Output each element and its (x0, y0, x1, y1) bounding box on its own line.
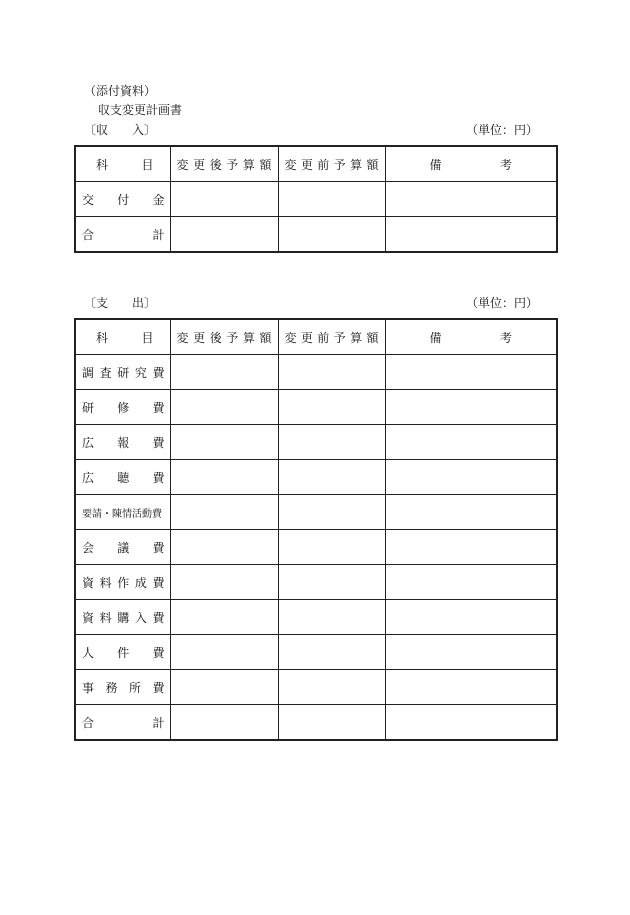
subject-cell (75, 355, 170, 390)
char: 変 (284, 157, 297, 172)
total-row (75, 705, 557, 741)
total-label-cell (75, 217, 170, 253)
remarks-cell[interactable] (385, 705, 557, 741)
income-table (74, 145, 558, 253)
subject-cell (75, 565, 170, 600)
char: 予 (333, 330, 346, 345)
attachment-note: （添付資料） (84, 84, 157, 98)
before-change-amount-cell[interactable] (278, 565, 385, 600)
subject-cell (75, 182, 170, 217)
char: 作 (117, 575, 130, 590)
char: 費 (152, 680, 165, 695)
total-row (75, 217, 557, 253)
char: 予 (226, 157, 239, 172)
char: 算 (242, 330, 255, 345)
char: 付 (117, 192, 130, 207)
table-row (75, 460, 557, 495)
char: 成 (134, 575, 147, 590)
remarks-cell[interactable] (385, 355, 557, 390)
char: 科 (96, 330, 109, 345)
subject-cell (75, 635, 170, 670)
after-change-amount-cell[interactable] (170, 495, 278, 530)
remarks-cell[interactable] (385, 425, 557, 460)
remarks-cell[interactable] (385, 182, 557, 217)
table-row (75, 425, 557, 460)
char: 資 (82, 610, 95, 625)
char: 件 (117, 645, 130, 660)
char: 報 (117, 435, 130, 450)
char: 交 (82, 192, 95, 207)
char: 目 (141, 157, 154, 172)
char: 後 (209, 330, 222, 345)
document-title: 収支変更計画書 (98, 103, 183, 117)
char: 査 (99, 365, 112, 380)
char: 研 (117, 365, 130, 380)
char: 費 (152, 645, 165, 660)
char: 料 (99, 575, 112, 590)
table-row (75, 670, 557, 705)
table-header-row (75, 146, 557, 182)
remarks-cell[interactable] (385, 217, 557, 253)
expense-section-label: 〔支 出〕 (84, 296, 157, 310)
before-change-amount-cell[interactable] (278, 355, 385, 390)
char: 変 (176, 330, 189, 345)
char: 入 (134, 610, 147, 625)
table-header-row (75, 319, 557, 355)
char: 費 (152, 540, 165, 555)
after-change-amount-cell[interactable] (170, 565, 278, 600)
before-change-amount-cell[interactable] (278, 390, 385, 425)
after-change-budget-header (170, 146, 278, 182)
char: 額 (366, 157, 379, 172)
char: 調 (82, 365, 95, 380)
char: 修 (117, 400, 130, 415)
char: 予 (226, 330, 239, 345)
remarks-cell[interactable] (385, 495, 557, 530)
after-change-amount-cell[interactable] (170, 390, 278, 425)
subject-cell (75, 425, 170, 460)
char: 所 (128, 680, 141, 695)
char: 費 (152, 575, 165, 590)
char: 費 (152, 400, 165, 415)
before-change-amount-cell[interactable] (278, 182, 385, 217)
subject-cell (75, 460, 170, 495)
char: 費 (152, 470, 165, 485)
after-change-amount-cell[interactable] (170, 600, 278, 635)
char: 予 (333, 157, 346, 172)
subject-header (75, 146, 170, 182)
after-change-amount-cell[interactable] (170, 530, 278, 565)
char: 額 (259, 330, 272, 345)
income-unit-label: （単位：円） (465, 123, 538, 137)
total-label-cell (75, 705, 170, 741)
before-change-amount-cell[interactable] (278, 217, 385, 253)
before-change-amount-cell[interactable] (278, 670, 385, 705)
subject-cell (75, 670, 170, 705)
before-change-amount-cell[interactable] (278, 705, 385, 741)
char: 研 (82, 400, 95, 415)
char: 変 (176, 157, 189, 172)
char: 資 (82, 575, 95, 590)
table-row (75, 600, 557, 635)
char: 目 (141, 330, 154, 345)
before-change-amount-cell[interactable] (278, 495, 385, 530)
table-row (75, 565, 557, 600)
after-change-amount-cell[interactable] (170, 217, 278, 253)
table-row (75, 495, 557, 530)
after-change-budget-header (170, 319, 278, 355)
after-change-amount-cell[interactable] (170, 635, 278, 670)
remarks-cell[interactable] (385, 530, 557, 565)
char: 後 (209, 157, 222, 172)
char: 究 (134, 365, 147, 380)
subject-cell (75, 495, 170, 530)
income-section-header (84, 123, 538, 139)
char: 事 (82, 680, 95, 695)
remarks-header (385, 319, 557, 355)
income-section-label: 〔収 入〕 (84, 123, 157, 137)
char: 算 (242, 157, 255, 172)
char: 料 (99, 610, 112, 625)
after-change-amount-cell[interactable] (170, 425, 278, 460)
subject-label: 要請・陳情活動費 (82, 508, 162, 520)
table-row (75, 355, 557, 390)
expense-unit-label: （単位：円） (465, 296, 538, 310)
remarks-cell[interactable] (385, 390, 557, 425)
subject-cell (75, 390, 170, 425)
char: 費 (152, 435, 165, 450)
char: 購 (117, 610, 130, 625)
subject-cell (75, 530, 170, 565)
after-change-amount-cell[interactable] (170, 460, 278, 495)
char: 務 (105, 680, 118, 695)
char: 額 (259, 157, 272, 172)
char: 変 (284, 330, 297, 345)
char: 更 (193, 157, 206, 172)
char: 合 (82, 715, 95, 730)
remarks-cell[interactable] (385, 565, 557, 600)
remarks-header (385, 146, 557, 182)
table-row (75, 530, 557, 565)
subject-cell (75, 600, 170, 635)
char: 計 (152, 715, 165, 730)
char: 金 (152, 192, 165, 207)
remarks-cell[interactable] (385, 635, 557, 670)
char: 考 (499, 330, 512, 345)
char: 備 (429, 157, 442, 172)
table-row (75, 390, 557, 425)
char: 考 (499, 157, 512, 172)
char: 議 (117, 540, 130, 555)
after-change-amount-cell[interactable] (170, 355, 278, 390)
before-change-amount-cell[interactable] (278, 635, 385, 670)
table-row (75, 635, 557, 670)
char: 算 (350, 157, 363, 172)
char: 前 (317, 330, 330, 345)
char: 更 (300, 330, 313, 345)
char: 人 (82, 645, 95, 660)
table-row (75, 182, 557, 217)
char: 会 (82, 540, 95, 555)
subject-header (75, 319, 170, 355)
before-change-amount-cell[interactable] (278, 530, 385, 565)
char: 科 (96, 157, 109, 172)
char: 費 (152, 365, 165, 380)
char: 広 (82, 470, 95, 485)
after-change-amount-cell[interactable] (170, 670, 278, 705)
remarks-cell[interactable] (385, 460, 557, 495)
expense-table (74, 318, 558, 741)
char: 広 (82, 435, 95, 450)
char: 額 (366, 330, 379, 345)
char: 更 (193, 330, 206, 345)
remarks-cell[interactable] (385, 670, 557, 705)
before-change-amount-cell[interactable] (278, 600, 385, 635)
char: 算 (350, 330, 363, 345)
before-change-amount-cell[interactable] (278, 425, 385, 460)
char: 聴 (117, 470, 130, 485)
char: 前 (317, 157, 330, 172)
char: 合 (82, 227, 95, 242)
before-change-amount-cell[interactable] (278, 460, 385, 495)
before-change-budget-header (278, 146, 385, 182)
char: 計 (152, 227, 165, 242)
char: 更 (300, 157, 313, 172)
after-change-amount-cell[interactable] (170, 705, 278, 741)
after-change-amount-cell[interactable] (170, 182, 278, 217)
remarks-cell[interactable] (385, 600, 557, 635)
before-change-budget-header (278, 319, 385, 355)
char: 費 (152, 610, 165, 625)
char: 備 (429, 330, 442, 345)
expense-section-header (84, 296, 538, 312)
